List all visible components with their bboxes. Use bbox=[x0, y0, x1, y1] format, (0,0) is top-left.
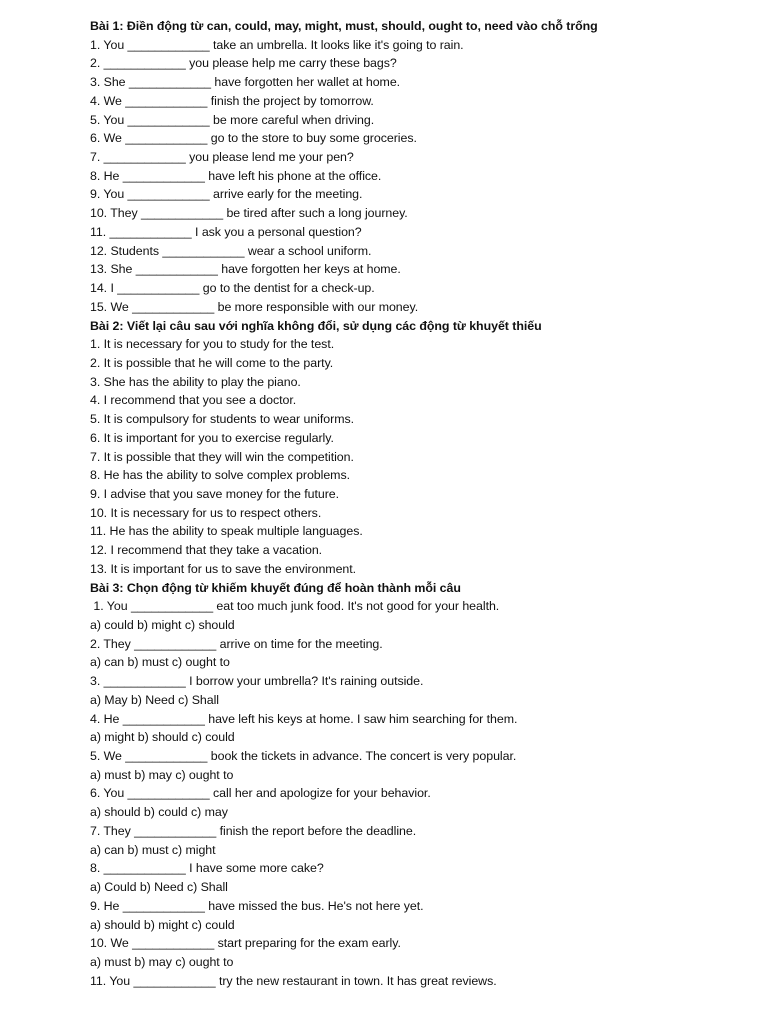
exercise-line: 11. You ____________ try the new restaurant in town. It has great reviews. bbox=[90, 973, 497, 988]
exercise-line: 8. He has the ability to solve complex problems. bbox=[90, 468, 350, 483]
exercise-line: 9. He ____________ have missed the bus. He's not here yet. bbox=[90, 898, 424, 913]
exercise-line: a) can b) must c) might bbox=[90, 842, 216, 857]
exercise-line: 10. They ____________ be tired after such a long journey. bbox=[90, 206, 408, 221]
exercise-line: 13. She ____________ have forgotten her keys at home. bbox=[90, 262, 401, 277]
exercise-line: 1. You ____________ take an umbrella. It looks like it's going to rain. bbox=[90, 37, 464, 52]
exercise-line: a) should b) might c) could bbox=[90, 917, 235, 932]
exercise-line: 5. We ____________ book the tickets in advance. The concert is very popular. bbox=[90, 749, 517, 764]
exercise-line: 4. He ____________ have left his keys at home. I saw him searching for them. bbox=[90, 711, 518, 726]
exercise-line: 9. I advise that you save money for the future. bbox=[90, 486, 340, 501]
exercise-heading: Bài 3: Chọn động từ khiếm khuyết đúng để hoàn thành mỗi câu bbox=[90, 580, 461, 595]
exercise-line: a) must b) may c) ought to bbox=[90, 954, 234, 969]
exercise-line: 13. It is important for us to save the environment. bbox=[90, 561, 357, 576]
exercise-heading: Bài 1: Điền động từ can, could, may, might, must, should, ought to, need vào chỗ trống bbox=[90, 19, 598, 33]
exercise-line: 9. You ____________ arrive early for the meeting. bbox=[90, 187, 363, 202]
exercise-line: 6. You ____________ call her and apologize for your behavior. bbox=[90, 786, 431, 801]
exercise-line: a) can b) must c) ought to bbox=[90, 655, 230, 670]
exercise-line: 12. Students ____________ wear a school uniform. bbox=[90, 243, 372, 258]
exercise-line: 11. ____________ I ask you a personal question? bbox=[90, 224, 362, 239]
exercise-line: 8. ____________ I have some more cake? bbox=[90, 861, 324, 876]
exercise-line: 4. I recommend that you see a doctor. bbox=[90, 393, 297, 408]
exercise-line: 6. It is important for you to exercise regularly. bbox=[90, 430, 334, 445]
exercise-line: 1. You ____________ eat too much junk food. It's not good for your health. bbox=[90, 599, 500, 614]
exercise-line: a) might b) should c) could bbox=[90, 730, 235, 745]
exercise-line: a) May b) Need c) Shall bbox=[90, 692, 220, 707]
exercise-line: a) should b) could c) may bbox=[90, 805, 228, 820]
exercise-line: 5. It is compulsory for students to wear uniforms. bbox=[90, 412, 355, 427]
exercise-line: 3. She has the ability to play the piano. bbox=[90, 374, 301, 389]
exercise-line: a) Could b) Need c) Shall bbox=[90, 880, 228, 895]
worksheet-content bbox=[90, 17, 750, 990]
exercise-heading: Bài 2: Viết lại câu sau với nghĩa không đổi, sử dụng các động từ khuyết thiếu bbox=[90, 318, 542, 333]
exercise-line: 10. It is necessary for us to respect others. bbox=[90, 505, 322, 520]
exercise-line: 3. She ____________ have forgotten her wallet at home. bbox=[90, 75, 401, 90]
exercise-line: 2. They ____________ arrive on time for the meeting. bbox=[90, 636, 383, 651]
exercise-line: 5. You ____________ be more careful when driving. bbox=[90, 112, 375, 127]
exercise-line: 10. We ____________ start preparing for the exam early. bbox=[90, 936, 401, 951]
exercise-line: 11. He has the ability to speak multiple languages. bbox=[90, 524, 363, 539]
exercise-line: 7. They ____________ finish the report before the deadline. bbox=[90, 823, 417, 838]
exercise-line: a) must b) may c) ought to bbox=[90, 767, 234, 782]
exercise-line: 15. We ____________ be more responsible with our money. bbox=[90, 299, 419, 314]
exercise-line: 4. We ____________ finish the project by tomorrow. bbox=[90, 93, 374, 108]
exercise-line: 3. ____________ I borrow your umbrella? It's raining outside. bbox=[90, 674, 424, 689]
exercise-line: 6. We ____________ go to the store to buy some groceries. bbox=[90, 131, 417, 146]
exercise-line: 2. It is possible that he will come to the party. bbox=[90, 355, 334, 370]
exercise-line: 1. It is necessary for you to study for the test. bbox=[90, 337, 335, 352]
exercise-line: a) could b) might c) should bbox=[90, 618, 235, 632]
exercise-line: 7. It is possible that they will win the competition. bbox=[90, 449, 354, 464]
exercise-line: 7. ____________ you please lend me your pen? bbox=[90, 150, 354, 165]
exercise-line: 8. He ____________ have left his phone at the office. bbox=[90, 168, 382, 183]
exercise-line: 12. I recommend that they take a vacation. bbox=[90, 543, 323, 558]
exercise-line: 14. I ____________ go to the dentist for a check-up. bbox=[90, 281, 375, 296]
exercise-line: 2. ____________ you please help me carry these bags? bbox=[90, 56, 397, 71]
